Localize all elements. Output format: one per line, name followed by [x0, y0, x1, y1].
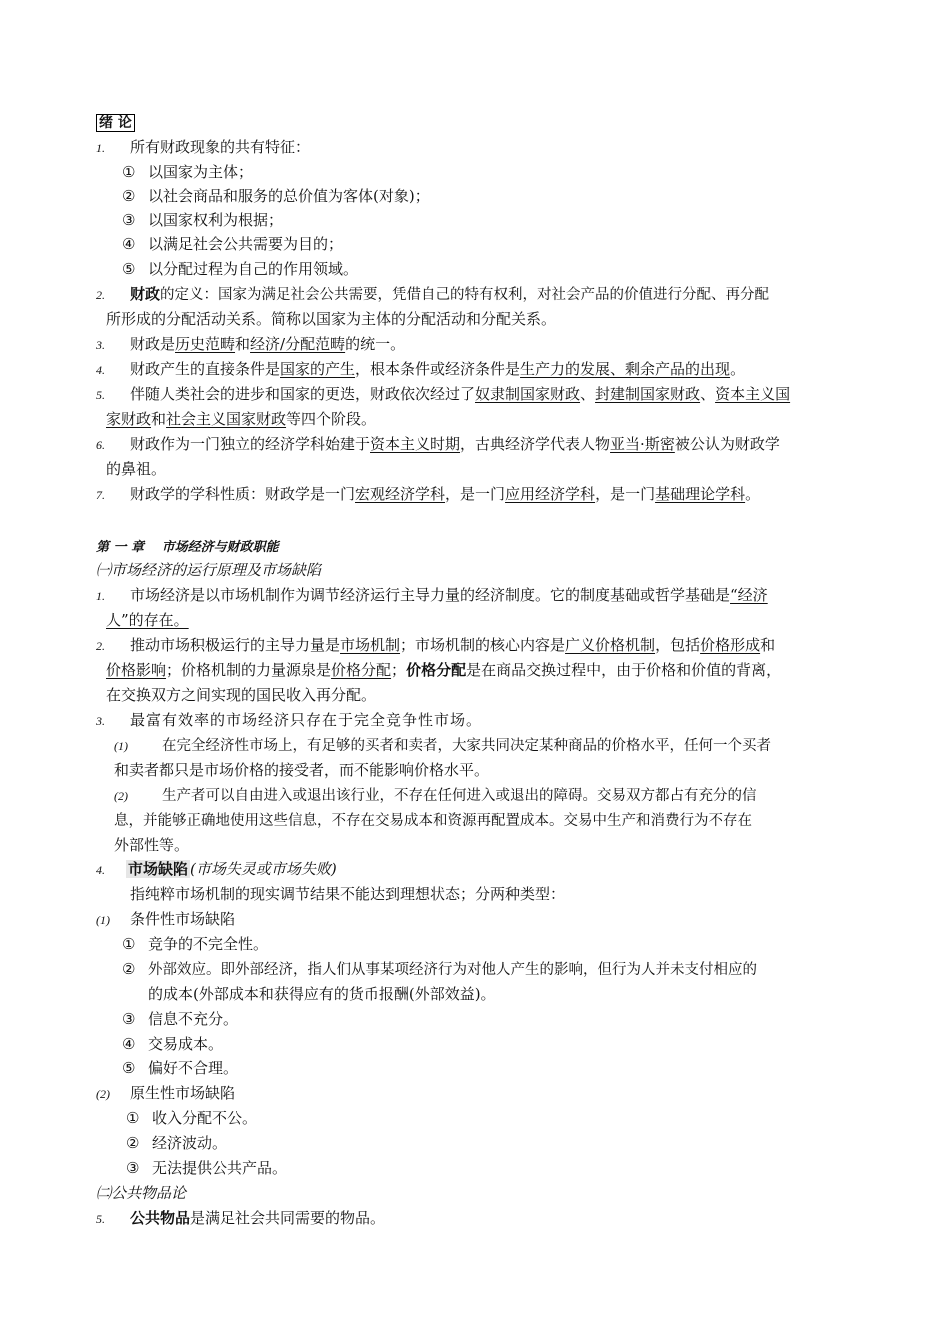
list-item: ③ 无法提供公共产品。 — [126, 1159, 288, 1177]
list-item: ② 经济波动。 — [126, 1134, 228, 1152]
section-heading: ㈠市场经济的运行原理及市场缺陷 — [96, 561, 322, 579]
ch1-item-3-2: (2) 生产者可以自由进入或退出该行业，不存在任何进入或退出的障碍。交易双方都占有充分的信 — [114, 788, 757, 804]
intro-item-6: 6. 财政作为一门独立的经济学科始建于资本主义时期，古典经济学代表人物亚当·斯密被公认为财政学 — [96, 435, 780, 453]
intro-item-5-cont: 家财政和社会主义国家财政等四个阶段。 — [106, 410, 377, 428]
list-item: ② 外部效应。即外部经济，指人们从事某项经济行为对他人产生的影响，但行为人并未支付相应的 — [122, 960, 757, 978]
intro-item-7: 7. 财政学的学科性质：财政学是一门宏观经济学科，是一门应用经济学科，是一门基础理论学科。 — [96, 485, 761, 503]
list-item: ② 以社会商品和服务的总价值为客体(对象)； — [122, 187, 430, 205]
list-item: ④ 交易成本。 — [122, 1035, 224, 1053]
intro-item-1: 1. 所有财政现象的共有特征： — [96, 138, 311, 156]
list-item: ⑤ 偏好不合理。 — [122, 1059, 239, 1077]
intro-item-2: 2. 财政的定义：国家为满足社会公共需要，凭借自己的特有权利，对社会产品的价值进行分配、再分配 — [96, 285, 770, 303]
list-item: ④ 以满足社会公共需要为目的； — [122, 235, 344, 253]
intro-item-2-cont: 所形成的分配活动关系。简称以国家为主体的分配活动和分配关系。 — [106, 310, 557, 328]
ch1-item-2: 2. 推动市场积极运行的主导力量是市场机制；市场机制的核心内容是广义价格机制，包括价格形成和 — [96, 636, 776, 654]
ch1-item-3: 3. 最富有效率的市场经济只存在于完全竞争性市场。 — [96, 711, 483, 729]
list-item: ① 以国家为主体； — [122, 163, 254, 181]
ch1-item-3-2-cont2: 外部性等。 — [114, 836, 190, 854]
ch1-item-4-1: (1) 条件性市场缺陷 — [96, 910, 236, 928]
ch1-item-5: 5. 公共物品是满足社会共同需要的物品。 — [96, 1209, 386, 1227]
ch1-item-2-cont: 价格影响；价格机制的力量源泉是价格分配；价格分配是在商品交换过程中，由于价格和价值的背离， — [106, 661, 782, 679]
ch1-item-3-2-cont: 息，并能够正确地使用这些信息，不存在交易成本和资源再配置成本。交易中生产和消费行为不存在 — [114, 813, 752, 829]
ch1-item-4: 4. 市场缺陷 (市场失灵或市场失败) — [96, 860, 337, 878]
intro-title: 绪 论 — [96, 112, 135, 133]
ch1-item-1-cont: 人”的存在。 — [106, 611, 189, 629]
intro-item-6-cont: 的鼻祖。 — [106, 460, 167, 478]
chapter-title: 第 一 章 市场经济与财政职能 — [96, 540, 279, 555]
intro-item-4: 4. 财政产生的直接条件是国家的产生，根本条件或经济条件是生产力的发展、剩余产品的出现。 — [96, 360, 746, 378]
ch1-item-3-1: (1) 在完全经济性市场上，有足够的买者和卖者，大家共同决定某种商品的价格水平，任何一个买者 — [114, 738, 771, 754]
ch1-item-1: 1. 市场经济是以市场机制作为调节经济运行主导力量的经济制度。它的制度基础或哲学基础是“经济 — [96, 586, 768, 604]
list-item: ① 竞争的不完全性。 — [122, 935, 269, 953]
ch1-item-4-2: (2) 原生性市场缺陷 — [96, 1084, 236, 1102]
intro-item-5: 5. 伴随人类社会的进步和国家的更迭，财政依次经过了奴隶制国家财政、封建制国家财政、资本主义国 — [96, 385, 791, 403]
list-item: ③ 以国家权利为根据； — [122, 211, 284, 229]
ch1-item-2-cont2: 在交换双方之间实现的国民收入再分配。 — [106, 686, 377, 704]
list-item-cont: 的成本(外部成本和获得应有的货币报酬(外部效益)。 — [148, 985, 496, 1003]
ch1-item-4-desc: 指纯粹市场机制的现实调节结果不能达到理想状态；分两种类型： — [130, 885, 566, 903]
ch1-item-3-1-cont: 和卖者都只是市场价格的接受者，而不能影响价格水平。 — [114, 761, 490, 779]
section-heading: ㈡公共物品论 — [96, 1184, 187, 1202]
list-item: ① 收入分配不公。 — [126, 1109, 258, 1127]
list-item: ③ 信息不充分。 — [122, 1010, 239, 1028]
intro-item-3: 3. 财政是历史范畴和经济/分配范畴的统一。 — [96, 335, 406, 353]
list-item: ⑤ 以分配过程为自己的作用领域。 — [122, 260, 359, 278]
